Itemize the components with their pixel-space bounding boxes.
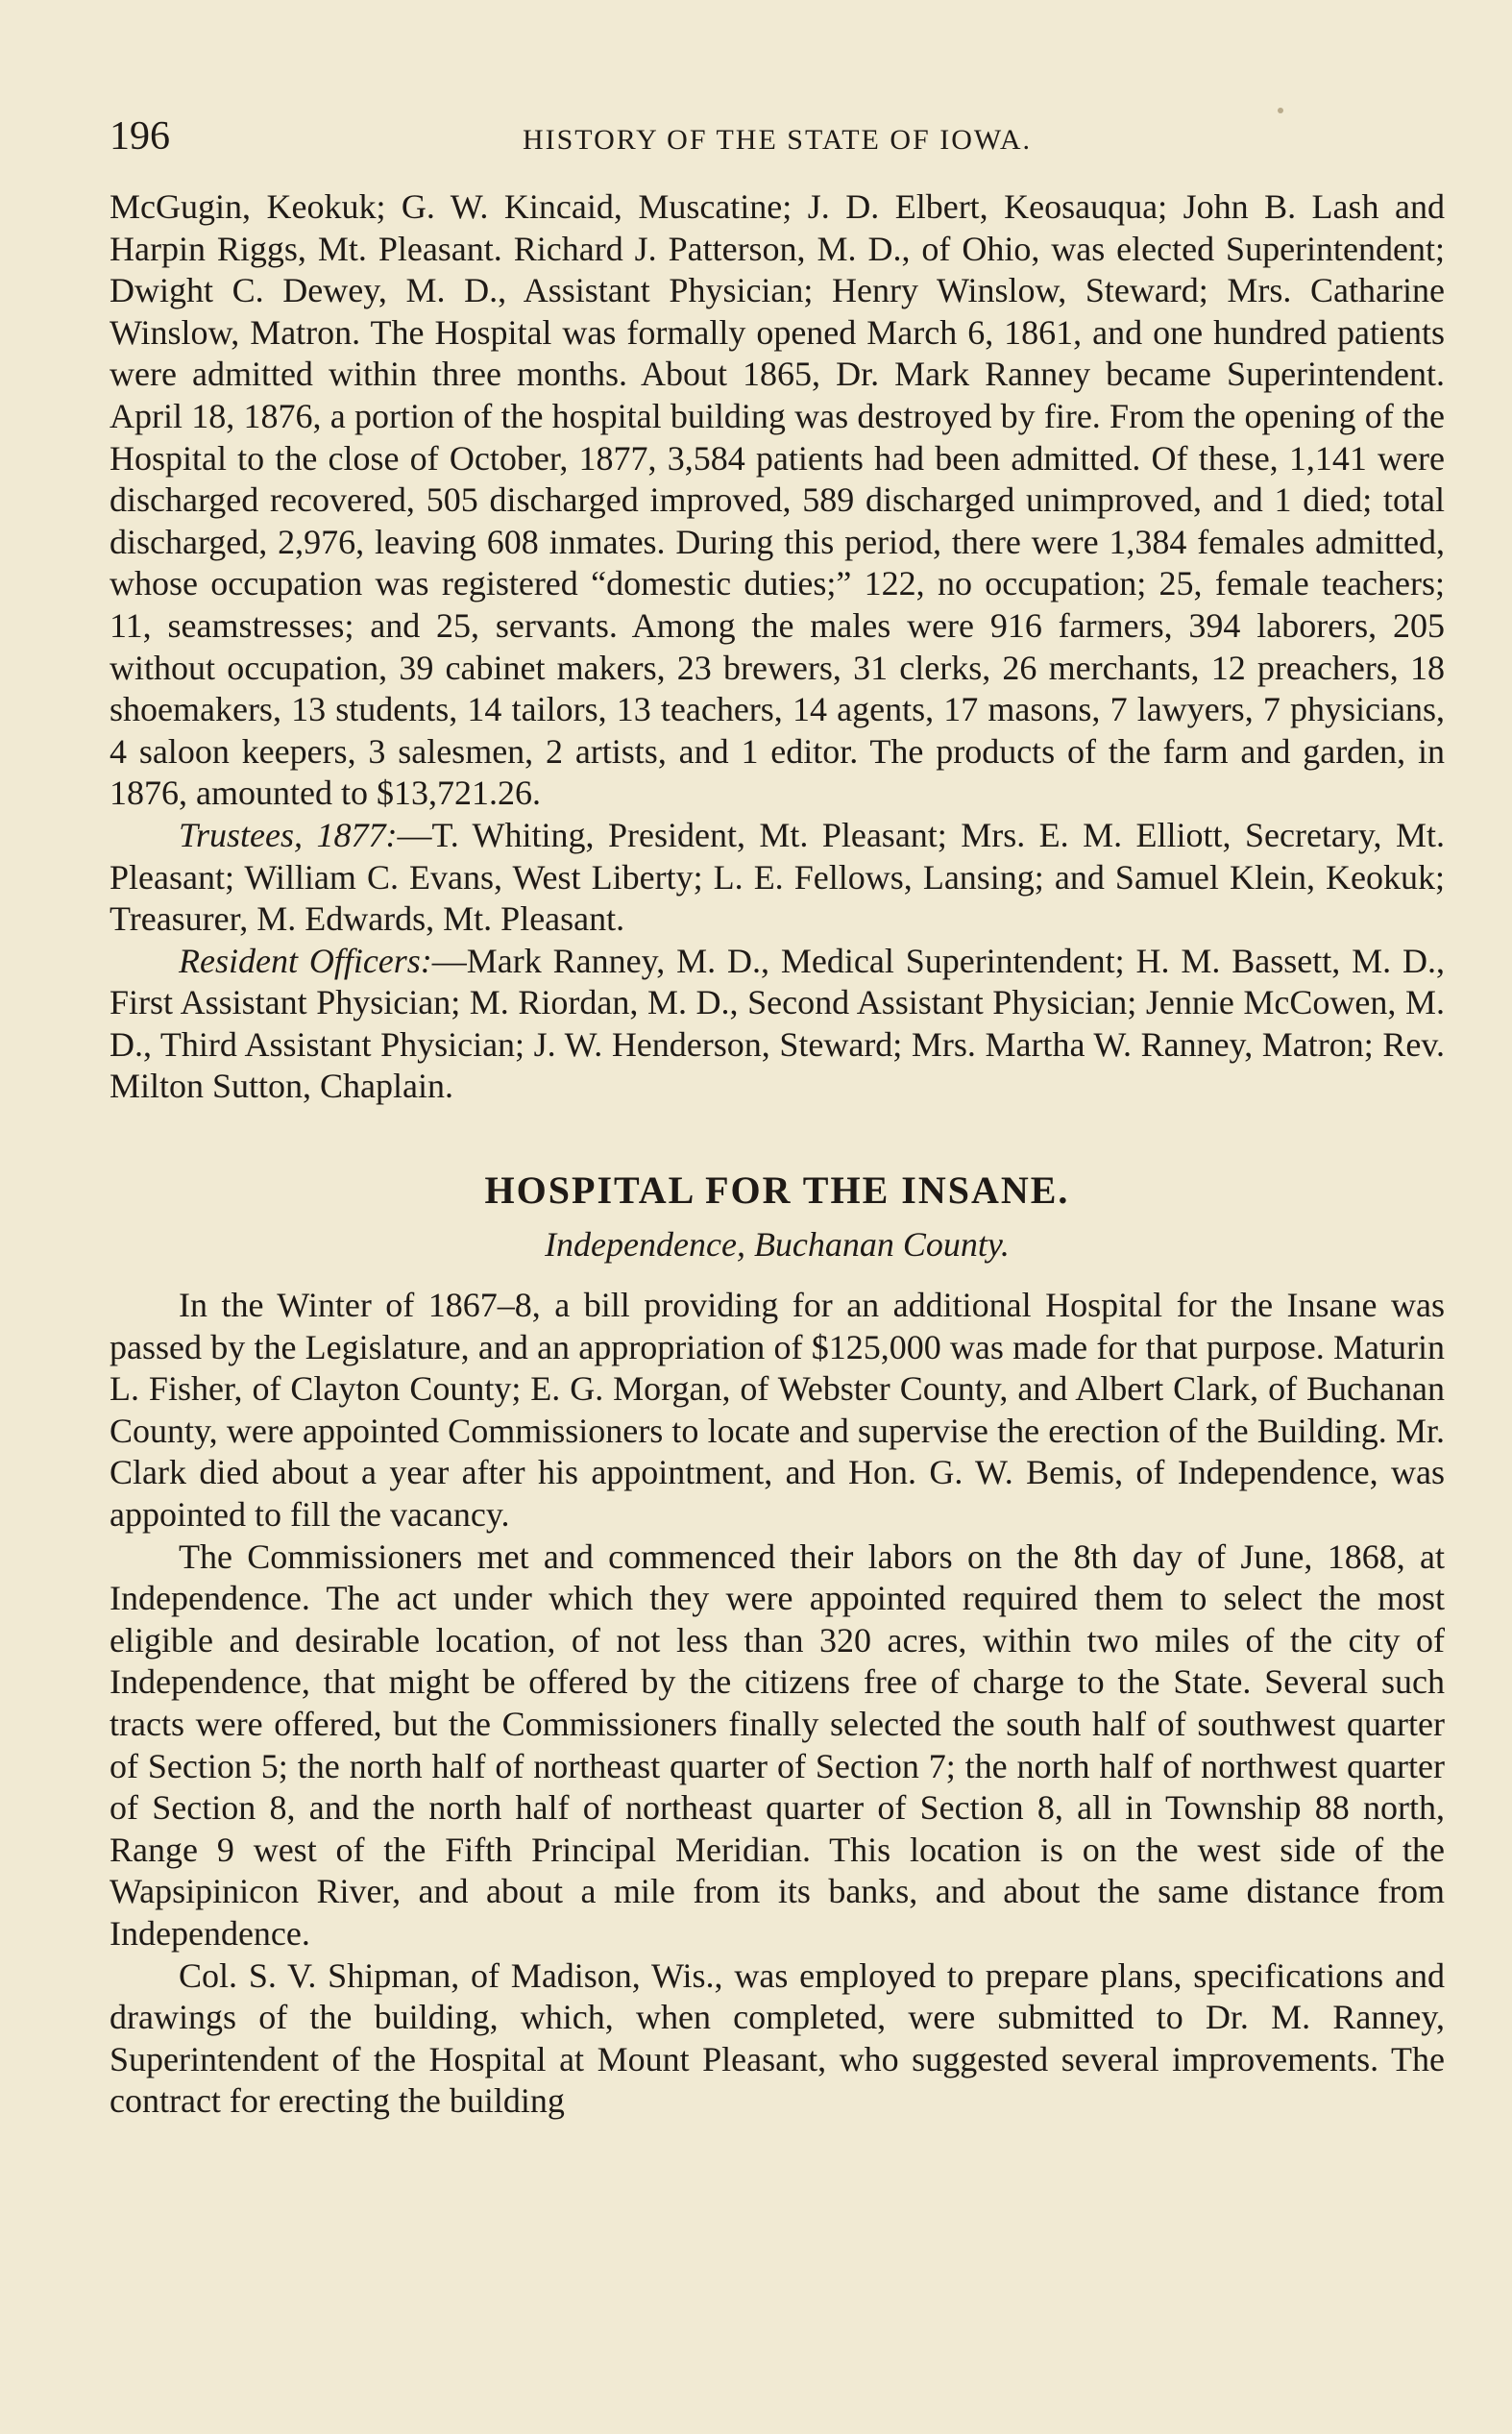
paragraph-officers: [110, 941, 1445, 1108]
running-title: HISTORY OF THE STATE OF IOWA.: [522, 124, 1033, 156]
section-subtitle: Independence, Buchanan County.: [545, 1225, 1010, 1265]
page-number: 196: [110, 114, 170, 159]
section-two-body: [110, 1285, 1445, 2123]
trustees-lead: Trustees, 1877:: [179, 815, 398, 854]
section-one-body: [110, 186, 1445, 1108]
officers-text: —Mark Ranney, M. D., Medical Superintendent; H. M. Bassett, M. D., First Assistant Physician; M. Riordan, M. D., Second Assistant Physician; Jennie McCowen, M. D., Third Assistant Physician; J. W. Henderson, Steward; Mrs. Martha W. Ranney, Matron; Rev. Milton Sutton, Chaplain.: [110, 941, 1445, 1106]
running-head: [110, 113, 1445, 171]
paragraph-trustees: [110, 815, 1445, 941]
book-page: [110, 113, 1445, 2123]
paragraph-location: The Commissioners met and commenced their labors on the 8th day of June, 1868, at Independence. The act under which they were appointed required them to select the most eligible and desirable location, of not less than 320 acres, within two miles of the city of Independence, that might be offered by the citizens free of charge to the State. Several such tracts were offered, but the Commissioners finally selected the south half of southwest quarter of Section 5; the north half of northeast quarter of Section 7; the north half of northwest quarter of Section 8, and the north half of northeast quarter of Section 8, all in Township 88 north, Range 9 west of the Fifth Principal Meridian. This location is on the west side of the Wapsipinicon River, and about a mile from its banks, and about the same distance from Independence.: [110, 1537, 1445, 1953]
section-title: HOSPITAL FOR THE INSANE.: [484, 1168, 1070, 1213]
paragraph-appropriation: In the Winter of 1867–8, a bill providing for an additional Hospital for the Insane was passed by the Legislature, and an appropriation of $125,000 was made for that purpose. Maturin L. Fisher, of Clayton County; E. G. Morgan, of Webster County, and Albert Clark, of Buchanan County, were appointed Commissioners to locate and supervise the erection of the Building. Mr. Clark died about a year after his appointment, and Hon. G. W. Bemis, of Independence, was appointed to fill the vacancy.: [110, 1286, 1445, 1535]
paragraph-continued: McGugin, Keokuk; G. W. Kincaid, Muscatine; J. D. Elbert, Keosauqua; John B. Lash and Harpin Riggs, Mt. Pleasant. Richard J. Patterson, M. D., of Ohio, was elected Superintendent; Dwight C. Dewey, M. D., Assistant Physician; Henry Winslow, Steward; Mrs. Catharine Winslow, Matron. The Hospital was formally opened March 6, 1861, and one hundred patients were admitted within three months. About 1865, Dr. Mark Ranney became Superintendent. April 18, 1876, a portion of the hospital building was destroyed by fire. From the opening of the Hospital to the close of October, 1877, 3,584 patients had been admitted. Of these, 1,141 were discharged recovered, 505 discharged improved, 589 discharged unimproved, and 1 died; total discharged, 2,976, leaving 608 inmates. During this period, there were 1,384 females admitted, whose occupation was registered “domestic duties;” 122, no occupation; 25, female teachers; 11, seamstresses; and 25, servants. Among the males were 916 farmers, 394 laborers, 205 without occupation, 39 cabinet makers, 23 brewers, 31 clerks, 26 merchants, 12 preachers, 18 shoemakers, 13 students, 14 tailors, 13 teachers, 14 agents, 17 masons, 7 lawyers, 7 physicians, 4 saloon keepers, 3 salesmen, 2 artists, and 1 editor. The products of the farm and garden, in 1876, amounted to $13,721.26.: [110, 187, 1445, 813]
paragraph-plans: Col. S. V. Shipman, of Madison, Wis., was employed to prepare plans, specifications and drawings of the building, which, when completed, were submitted to Dr. M. Ranney, Superintendent of the Hospital at Mount Pleasant, who suggested several improvements. The contract for erecting the building: [110, 1955, 1445, 2121]
officers-lead: Resident Officers:: [179, 941, 432, 980]
trustees-text: —T. Whiting, President, Mt. Pleasant; Mrs. E. M. Elliott, Secretary, Mt. Pleasant; William C. Evans, West Liberty; L. E. Fellows, Lansing; and Samuel Klein, Keokuk; Treasurer, M. Edwards, Mt. Pleasant.: [110, 815, 1445, 939]
